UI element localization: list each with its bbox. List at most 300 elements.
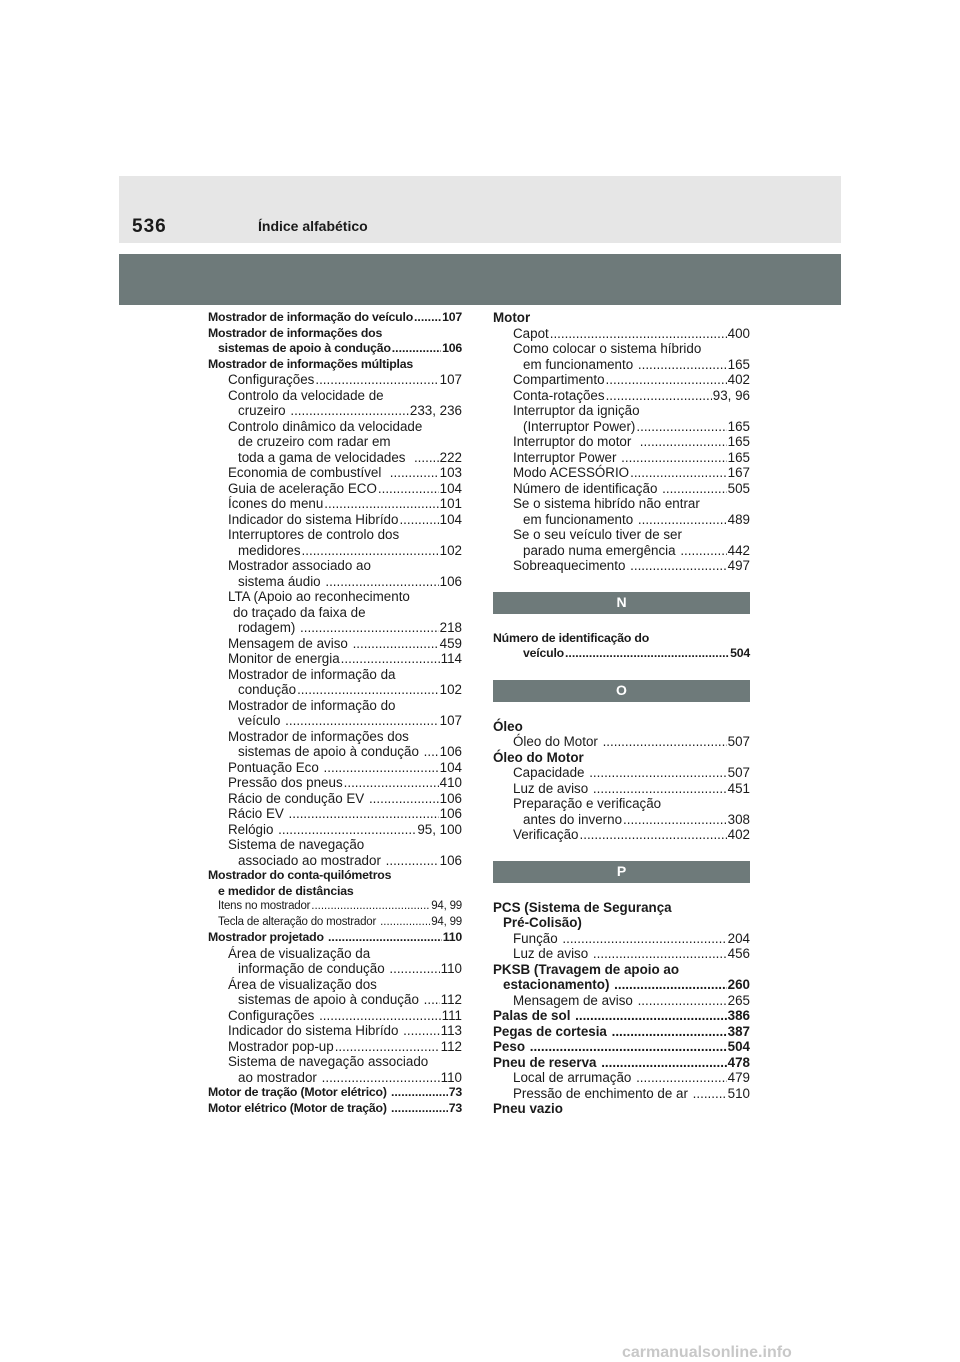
index-entry — [493, 450, 750, 466]
index-entry — [208, 543, 462, 559]
index-entry — [208, 1085, 462, 1101]
index-entry — [493, 781, 750, 797]
entry-page: 95, 100 — [417, 821, 462, 837]
entry-term: sistemas de apoio à condução — [238, 744, 423, 759]
index-entry — [208, 1101, 462, 1117]
entry-page: 113 — [440, 1023, 462, 1038]
entry-term: veículo — [523, 646, 564, 660]
index-entry — [208, 791, 462, 807]
entry-page: 102 — [439, 542, 462, 558]
entry-term: Local de arrumação — [513, 1070, 636, 1085]
dot-leader — [414, 450, 439, 466]
dot-leader — [593, 781, 727, 797]
index-entry — [493, 496, 750, 512]
entry-page: 165 — [727, 418, 750, 434]
dot-leader — [630, 558, 727, 574]
entry-page: 507 — [727, 734, 750, 749]
entry-term: associado ao mostrador — [238, 852, 385, 868]
dot-leader — [390, 465, 439, 481]
entry-page: 104 — [439, 480, 462, 496]
entry-term: Sistema de navegação — [228, 837, 365, 852]
entry-term: sistemas de apoio à condução — [218, 341, 391, 355]
dot-leader — [589, 765, 726, 781]
entry-page: 106 — [439, 744, 462, 759]
index-entry — [493, 646, 750, 662]
entry-term: em funcionamento — [523, 511, 637, 527]
entry-term: Conta-rotações — [513, 387, 605, 403]
index-entry — [208, 682, 462, 698]
entry-term: Pressão dos pneus — [228, 775, 343, 790]
dot-leader — [386, 853, 439, 869]
entry-page: 505 — [727, 480, 750, 496]
dot-leader — [399, 512, 438, 528]
index-entry — [493, 734, 750, 750]
entry-term: Interruptor Power — [513, 449, 621, 465]
entry-page: 497 — [727, 558, 750, 573]
entry-page: 110 — [440, 1069, 462, 1085]
entry-term: PKSB (Travagem de apoio ao — [493, 961, 680, 977]
watermark: carmanualsonline.info — [622, 1344, 792, 1361]
dot-leader — [693, 1086, 727, 1102]
entry-term: Óleo do Motor — [513, 734, 602, 749]
entry-term: Configurações — [228, 372, 315, 387]
dot-leader — [565, 646, 729, 662]
entry-term: Peso — [493, 1039, 529, 1054]
header-bar — [119, 254, 841, 305]
index-entry — [208, 636, 462, 652]
entry-page: 165 — [727, 356, 750, 372]
dot-leader — [324, 496, 438, 512]
index-entry — [208, 419, 462, 435]
entry-page: 112 — [440, 1038, 462, 1054]
index-entry — [208, 698, 462, 714]
index-entry — [208, 806, 462, 822]
entry-term: em funcionamento — [523, 356, 637, 372]
entry-term: Se o sistema hibrído não entrar — [513, 496, 700, 511]
dot-leader — [562, 931, 726, 947]
dot-leader — [335, 1039, 440, 1055]
entry-term: Área de visualização da — [228, 945, 371, 961]
dot-leader — [297, 682, 439, 698]
entry-page: 106 — [439, 573, 462, 589]
entry-page: 442 — [727, 542, 750, 558]
index-entry — [493, 527, 750, 543]
dot-leader — [550, 326, 727, 342]
index-entry — [208, 899, 462, 915]
index-entry — [493, 946, 750, 962]
entry-term: Mensagem de aviso — [228, 635, 352, 651]
index-entry — [493, 962, 750, 978]
entry-page: 507 — [727, 765, 750, 780]
index-entry — [493, 388, 750, 404]
index-entry — [493, 993, 750, 1009]
index-entry — [208, 558, 462, 574]
index-entry — [208, 884, 462, 900]
entry-page: 510 — [727, 1085, 750, 1101]
index-entry — [493, 419, 750, 435]
index-entry — [493, 512, 750, 528]
entry-term: Tecla de alteração do mostrador — [218, 915, 380, 928]
index-entry — [208, 434, 462, 450]
entry-page: 489 — [727, 511, 750, 527]
entry-term: Itens no mostrador — [218, 900, 311, 912]
dot-leader — [344, 775, 439, 791]
dot-leader — [621, 450, 726, 466]
index-entry — [493, 915, 750, 931]
entry-term: Mostrador do conta-quilómetros — [208, 868, 392, 882]
index-entry — [208, 837, 462, 853]
entry-term: Luz de aviso — [513, 946, 592, 961]
entry-page: 73 — [448, 1085, 462, 1099]
entry-term: rodagem) — [238, 620, 300, 635]
dot-leader — [325, 574, 438, 590]
dot-leader — [638, 993, 727, 1009]
dot-leader — [636, 419, 726, 435]
index-entry — [493, 357, 750, 373]
entry-term: Configurações — [228, 1007, 319, 1023]
entry-term: Mostrador de informações dos — [208, 325, 383, 340]
entry-page: 93, 96 — [712, 387, 750, 403]
entry-page: 402 — [727, 827, 750, 842]
index-entry — [493, 543, 750, 559]
dot-leader — [603, 734, 727, 750]
entry-page: 410 — [439, 775, 462, 790]
entry-term: Guia de aceleração ECO — [228, 480, 377, 496]
entry-term: Mostrador de informação do — [228, 697, 396, 713]
index-entry — [208, 605, 462, 621]
index-entry — [208, 744, 462, 760]
dot-leader — [290, 403, 409, 419]
entry-term: Palas de sol — [493, 1008, 575, 1023]
entry-term: PCS (Sistema de Segurança — [493, 899, 672, 915]
entry-page: 94, 99 — [431, 915, 462, 928]
entry-term: Número de identificação — [513, 480, 662, 496]
n-entries — [493, 631, 750, 662]
entry-term: toda a gama de velocidades — [238, 449, 413, 465]
dot-leader — [324, 760, 439, 776]
entry-page: 478 — [727, 1054, 750, 1070]
entry-term: Motor de tração (Motor elétrico) — [208, 1085, 390, 1099]
entry-term: (Interruptor Power) — [523, 418, 636, 434]
entry-term: de cruzeiro com radar em — [238, 434, 391, 449]
entry-page: 103 — [439, 465, 462, 480]
dot-leader — [680, 543, 726, 559]
entry-term: Modo ACESSÓRIO — [513, 465, 630, 480]
entry-page: 111 — [441, 1007, 462, 1023]
index-entry — [493, 1070, 750, 1086]
entry-term: Área de visualização dos — [228, 976, 377, 992]
entry-term: Mostrador pop-up — [228, 1038, 334, 1054]
dot-leader — [580, 827, 727, 843]
index-entry — [493, 827, 750, 843]
index-entry — [493, 1101, 750, 1117]
entry-page: 479 — [727, 1070, 750, 1085]
index-entry — [208, 822, 462, 838]
letter-bar-o: O — [493, 680, 750, 702]
index-entry — [208, 760, 462, 776]
entry-term: informação de condução — [238, 961, 389, 976]
dot-leader — [636, 1070, 727, 1086]
index-entry — [208, 1039, 462, 1055]
entry-term: cruzeiro — [238, 403, 290, 418]
index-entry — [208, 481, 462, 497]
index-entry — [493, 977, 750, 993]
dot-leader — [424, 744, 439, 760]
index-entry — [493, 326, 750, 342]
index-column-left — [208, 310, 462, 1116]
entry-page: 165 — [727, 434, 750, 449]
entry-term: Motor elétrico (Motor de tração) — [208, 1100, 390, 1115]
index-entry — [208, 915, 462, 931]
entry-term: Relógio — [228, 821, 278, 837]
dot-leader — [623, 812, 727, 828]
entry-page: 112 — [440, 992, 462, 1007]
dot-leader — [575, 1008, 727, 1024]
index-entry — [208, 1023, 462, 1039]
entry-term: Compartimento — [513, 372, 605, 387]
page-number: 536 — [132, 216, 167, 237]
entry-term: LTA (Apoio ao reconhecimento — [228, 589, 410, 604]
dot-leader — [353, 636, 439, 652]
entry-term: Indicador do sistema Hibrído — [228, 511, 399, 527]
index-entry — [493, 719, 750, 735]
index-entry — [208, 496, 462, 512]
entry-page: 233, 236 — [409, 403, 462, 418]
entry-term: Motor — [493, 310, 531, 325]
entry-term: Interruptor do motor — [513, 434, 639, 449]
index-entry — [493, 900, 750, 916]
index-entry — [208, 1054, 462, 1070]
index-entry — [208, 651, 462, 667]
entry-page: 222 — [439, 449, 462, 465]
index-entry — [208, 992, 462, 1008]
index-entry — [208, 372, 462, 388]
index-entry — [493, 812, 750, 828]
entry-page: 102 — [439, 682, 462, 697]
entry-page: 107 — [442, 310, 462, 324]
index-entry — [208, 574, 462, 590]
index-entry — [208, 946, 462, 962]
entry-term: Ícones do menu — [228, 496, 324, 511]
entry-term: sistemas de apoio à condução — [238, 992, 423, 1007]
entry-term: Sistema de navegação associado — [228, 1054, 429, 1069]
entry-page: 504 — [727, 1039, 750, 1054]
entry-term: antes do inverno — [523, 811, 623, 827]
entry-page: 73 — [448, 1100, 462, 1115]
entry-page: 204 — [727, 930, 750, 946]
index-entry — [493, 558, 750, 574]
entry-term: Rácio de condução EV — [228, 790, 368, 806]
entry-term: medidores — [238, 542, 301, 558]
entry-page: 106 — [439, 852, 462, 868]
index-entry — [493, 434, 750, 450]
dot-leader — [391, 1101, 448, 1117]
dot-leader — [662, 481, 727, 497]
entry-term: Interruptor da ignição — [513, 403, 640, 418]
section-title: Índice alfabético — [258, 218, 368, 234]
entry-term: Rácio EV — [228, 806, 288, 821]
index-entry — [208, 853, 462, 869]
entry-term: ao mostrador — [238, 1069, 321, 1085]
index-entry — [493, 750, 750, 766]
entry-term: Pegas de cortesia — [493, 1023, 611, 1039]
dot-leader — [319, 1008, 441, 1024]
index-entry — [493, 465, 750, 481]
entry-page: 459 — [439, 635, 462, 651]
entry-term: Mostrador de informação do veículo — [208, 310, 414, 324]
entry-page: 456 — [727, 946, 750, 961]
dot-leader — [593, 946, 727, 962]
index-entry — [208, 667, 462, 683]
entry-term: Monitor de energia — [228, 651, 340, 666]
entry-page: 387 — [727, 1023, 750, 1039]
index-column-right — [493, 310, 750, 1117]
entry-term: Função — [513, 930, 562, 946]
entry-term: Mostrador de informação da — [228, 666, 396, 682]
dot-leader — [606, 372, 727, 388]
entry-term: Mostrador de informações dos — [228, 728, 409, 744]
dot-leader — [378, 481, 439, 497]
entry-term: veículo — [238, 713, 285, 728]
entry-term: Controlo da velocidade de — [228, 387, 384, 403]
entry-page: 107 — [439, 713, 462, 728]
index-entry — [208, 961, 462, 977]
entry-page: 104 — [439, 759, 462, 775]
index-entry — [208, 450, 462, 466]
index-entry — [208, 527, 462, 543]
index-entry — [208, 589, 462, 605]
index-entry — [493, 631, 750, 647]
entry-page: 260 — [727, 977, 750, 992]
index-entry — [493, 1039, 750, 1055]
dot-leader — [369, 791, 439, 807]
entry-term: Indicador do sistema Hibrído — [228, 1023, 403, 1038]
entry-term: Como colocar o sistema híbrido — [513, 341, 702, 356]
entry-term: Pontuação Eco — [228, 759, 323, 775]
letter-bar-n: N — [493, 592, 750, 614]
entry-term: Óleo — [493, 718, 523, 734]
dot-leader — [638, 357, 727, 373]
index-entry — [493, 310, 750, 326]
entry-term: Capacidade — [513, 765, 589, 780]
dot-leader — [389, 961, 439, 977]
entry-term: Controlo dinâmico da velocidade — [228, 418, 423, 434]
index-entry — [493, 341, 750, 357]
dot-leader — [414, 310, 441, 326]
entry-term: Pressão de enchimento de ar — [513, 1085, 692, 1101]
entry-term: Mostrador projetado — [208, 930, 327, 944]
index-entry — [208, 465, 462, 481]
dot-leader — [403, 1023, 439, 1039]
dot-leader — [630, 465, 727, 481]
entry-page: 504 — [730, 646, 750, 660]
entry-term: Luz de aviso — [513, 780, 592, 796]
index-entry — [493, 1055, 750, 1071]
index-entry — [208, 357, 462, 373]
entry-page: 386 — [727, 1008, 750, 1023]
index-entry — [208, 403, 462, 419]
dot-leader — [601, 1055, 726, 1071]
entry-term: Capot — [513, 325, 549, 341]
dot-leader — [315, 372, 438, 388]
entry-term: Mensagem de aviso — [513, 992, 637, 1008]
dot-leader — [391, 1085, 448, 1101]
dot-leader — [640, 434, 727, 450]
entry-term: sistema áudio — [238, 573, 325, 589]
index-entry — [493, 765, 750, 781]
letter-bar-p: P — [493, 861, 750, 883]
index-entry — [493, 1086, 750, 1102]
entry-page: 106 — [439, 806, 462, 821]
entry-page: 106 — [442, 341, 462, 355]
page-header — [119, 176, 841, 243]
entry-term: Número de identificação do — [493, 630, 650, 645]
entry-term: Preparação e verificação — [513, 796, 662, 811]
dot-leader — [285, 713, 439, 729]
index-entry — [493, 372, 750, 388]
dot-leader — [289, 806, 439, 822]
index-entry — [208, 326, 462, 342]
entry-term: Mostrador de informações múltiplas — [208, 356, 414, 371]
dot-leader — [530, 1039, 727, 1055]
entry-term: Sobreaquecimento — [513, 558, 630, 573]
index-entry — [208, 713, 462, 729]
index-entry — [208, 310, 462, 326]
index-entry — [208, 341, 462, 357]
entry-page: 110 — [442, 930, 462, 944]
dot-leader — [311, 899, 430, 915]
entry-page: 451 — [727, 780, 750, 796]
entry-term: Pneu vazio — [493, 1101, 563, 1116]
index-entry — [208, 775, 462, 791]
entry-page: 101 — [439, 496, 462, 511]
entry-page: 308 — [727, 811, 750, 827]
index-entry — [493, 796, 750, 812]
entry-term: Óleo do Motor — [493, 749, 584, 765]
index-entry — [493, 403, 750, 419]
dot-leader — [380, 915, 430, 931]
entry-page: 94, 99 — [431, 900, 462, 912]
entry-page: 165 — [727, 449, 750, 465]
index-entry — [208, 388, 462, 404]
entry-term: Pré-Colisão) — [503, 915, 582, 930]
entry-term: do traçado da faixa de — [233, 604, 366, 620]
entry-term: Economia de combustível — [228, 465, 389, 480]
index-entry — [208, 512, 462, 528]
entry-page: 167 — [727, 465, 750, 480]
entry-term: Pneu de reserva — [493, 1054, 601, 1070]
index-entry — [493, 481, 750, 497]
entry-term: condução — [238, 682, 297, 697]
dot-leader — [638, 512, 727, 528]
entry-page: 107 — [439, 372, 462, 387]
dot-leader — [606, 388, 712, 404]
entry-term: estacionamento) — [503, 977, 614, 992]
index-entry — [208, 1070, 462, 1086]
entry-term: Interruptores de controlo dos — [228, 527, 400, 542]
entry-term: parado numa emergência — [523, 542, 680, 558]
entry-page: 265 — [727, 992, 750, 1008]
entry-page: 104 — [439, 511, 462, 527]
dot-leader — [612, 1024, 727, 1040]
index-entry — [208, 620, 462, 636]
index-entry — [208, 930, 462, 946]
dot-leader — [302, 543, 439, 559]
index-entry — [208, 868, 462, 884]
entry-term: Verificação — [513, 827, 579, 842]
dot-leader — [424, 992, 440, 1008]
entry-term: e medidor de distâncias — [218, 883, 354, 898]
